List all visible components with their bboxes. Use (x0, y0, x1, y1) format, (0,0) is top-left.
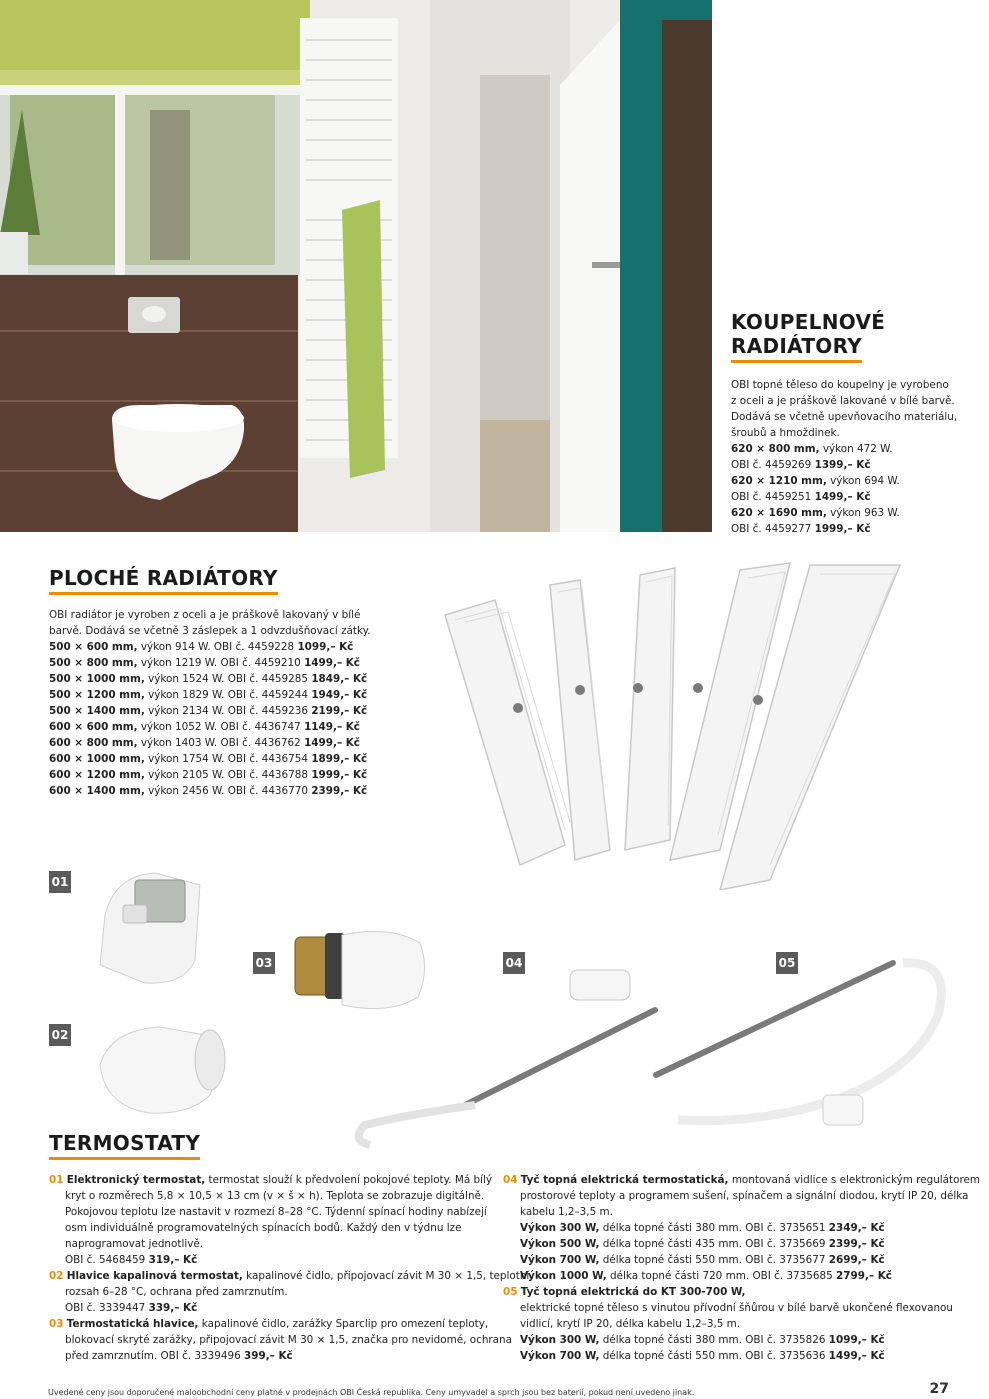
bathroom-radiators-section (731, 310, 976, 537)
item-04-variant: Výkon 700 W, délka topné části 550 mm. OBI č. 3735677 2699,– Kč (520, 1254, 885, 1266)
bathroom-radiators-text (731, 377, 976, 537)
flat-radiators-section (49, 566, 429, 799)
item-02-first-line: 02 Hlavice kapalinová termostat, kapalinové čidlo, připojovací závit M 30 × 1,5, teplotní (49, 1270, 530, 1282)
flat-item: 500 × 1200 mm, výkon 1829 W. OBI č. 4459244 1949,– Kč (49, 689, 368, 701)
badge-02: 02 (49, 1024, 71, 1046)
item-01-price: OBI č. 5468459 319,– Kč (65, 1254, 198, 1266)
flat-item: 500 × 1000 mm, výkon 1524 W. OBI č. 4459285 1849,– Kč (49, 673, 368, 685)
flat-item: 600 × 800 mm, výkon 1403 W. OBI č. 4436762 1499,– Kč (49, 737, 360, 749)
bathroom-item-price-line: OBI č. 4459251 1499,– Kč (731, 491, 871, 503)
heating-rod-thermostatic-image (345, 965, 665, 1150)
item-01-line: kryt o rozměrech 5,8 × 10,5 × 13 cm (v × š × h). Teplota se zobrazuje digitálně. (65, 1190, 485, 1202)
bathroom-title-line1: KOUPELNOVÉ (731, 310, 886, 334)
item-02-price: OBI č. 3339447 339,– Kč (65, 1302, 198, 1314)
flat-item: 500 × 1400 mm, výkon 2134 W. OBI č. 4459236 2199,– Kč (49, 705, 368, 717)
liquid-thermostat-head-image (90, 1015, 230, 1120)
badge-05: 05 (776, 952, 798, 974)
item-03-first-line: 03 Termostatická hlavice, kapalinové čidlo, zarážky Sparclip pro omezení teploty, (49, 1318, 489, 1330)
bathroom-item-size-line: 620 × 800 mm, výkon 472 W. (731, 443, 893, 455)
item-05-line: vidlicí, krytí IP 20, délka kabelu 1,2–3,5 m. (520, 1318, 741, 1330)
thermostats-left-column (49, 1172, 530, 1364)
item-04-line: prostorové teploty a programem sušení, spínačem a signální diodou, krytí IP 20, délka (520, 1190, 969, 1202)
bathroom-desc-line: Dodává se včetně upevňovacího materiálu, (731, 411, 958, 423)
bathroom-item-price-line: OBI č. 4459269 1399,– Kč (731, 459, 871, 471)
thermostats-section-title (49, 1131, 200, 1160)
item-04-variant: Výkon 500 W, délka topné části 435 mm. OBI č. 3735669 2399,– Kč (520, 1238, 885, 1250)
thermostats-title: TERMOSTATY (49, 1131, 200, 1160)
footer-price-note: Uvedené ceny jsou doporučené maloobchodní ceny platné v prodejnách OBI Česká republika. Ceny umyvadel a sprch jsou bez baterií, pokud není uvedeno jinak. (48, 1388, 695, 1397)
electronic-thermostat-image (95, 865, 210, 990)
badge-03: 03 (253, 952, 275, 974)
item-04-line: kabelu 1,2–3,5 m. (520, 1206, 613, 1218)
flat-item: 600 × 1000 mm, výkon 1754 W. OBI č. 4436754 1899,– Kč (49, 753, 368, 765)
flat-item: 600 × 1400 mm, výkon 2456 W. OBI č. 4436770 2399,– Kč (49, 785, 368, 797)
page-number: 27 (929, 1381, 949, 1397)
flat-desc-line: barvě. Dodává se včetně 3 záslepek a 1 odvzdušňovací zátky. (49, 625, 371, 637)
badge-01: 01 (49, 871, 71, 893)
bathroom-item-price-line: OBI č. 4459277 1999,– Kč (731, 523, 871, 535)
badge-04: 04 (503, 952, 525, 974)
item-01-line: osm individuálně programovatelných spínacích bodů. Každý den v týdnu lze (65, 1222, 462, 1234)
item-03-price: před zamrznutím. OBI č. 3339496 399,– Kč (65, 1350, 293, 1362)
bathroom-photo (0, 0, 712, 532)
thermostats-right-column (503, 1172, 981, 1364)
item-05-variant: Výkon 300 W, délka topné části 380 mm. OBI č. 3735826 1099,– Kč (520, 1334, 885, 1346)
bathroom-title-line2: RADIÁTORY (731, 334, 862, 363)
flat-radiators-text (49, 607, 429, 799)
item-05-line: elektrické topné těleso s vinutou přívodní šňůrou v bílé barvě ukončené flexovanou (520, 1302, 953, 1314)
bathroom-desc-line: z oceli a je práškově lakované v bílé barvě. (731, 395, 955, 407)
item-04-variant: Výkon 300 W, délka topné části 380 mm. OBI č. 3735651 2349,– Kč (520, 1222, 885, 1234)
item-04-variant: Výkon 1000 W, délka topné části 720 mm. OBI č. 3735685 2799,– Kč (520, 1270, 892, 1282)
bathroom-desc-line: OBI topné těleso do koupelny je vyrobeno (731, 379, 949, 391)
bathroom-desc-line: šroubů a hmoždinek. (731, 427, 840, 439)
item-01-line: naprogramovat jednotlivě. (65, 1238, 204, 1250)
item-01-first-line: 01 Elektronický termostat, termostat slouží k předvolení pokojové teploty. Má bílý (49, 1174, 493, 1186)
bathroom-item-size-line: 620 × 1210 mm, výkon 694 W. (731, 475, 900, 487)
heating-rod-image (648, 955, 958, 1135)
flat-item: 500 × 600 mm, výkon 914 W. OBI č. 4459228 1099,– Kč (49, 641, 354, 653)
flat-item: 600 × 600 mm, výkon 1052 W. OBI č. 4436747 1149,– Kč (49, 721, 360, 733)
item-02-line: rozsah 6–28 °C, ochrana před zamrznutím. (65, 1286, 288, 1298)
item-05-variant: Výkon 700 W, délka topné části 550 mm. OBI č. 3735636 1499,– Kč (520, 1350, 885, 1362)
flat-item: 500 × 800 mm, výkon 1219 W. OBI č. 4459210 1499,– Kč (49, 657, 360, 669)
item-03-line: blokovací skryté zarážky, připojovací závit M 30 × 1,5, značka pro nevidomé, ochrana (65, 1334, 512, 1346)
flat-item: 600 × 1200 mm, výkon 2105 W. OBI č. 4436788 1999,– Kč (49, 769, 368, 781)
item-01-line: Pokojovou teplotu lze nastavit v rozmezí 8–28 °C. Týdenní spínací hodiny nabízejí (65, 1206, 487, 1218)
flat-desc-line: OBI radiátor je vyroben z oceli a je práškově lakovaný v bílé (49, 609, 361, 621)
item-04-first-line: 04 Tyč topná elektrická termostatická, montovaná vidlice s elektronickým regulátorem (503, 1174, 981, 1186)
bathroom-radiators-title (731, 310, 976, 363)
bathroom-item-size-line: 620 × 1690 mm, výkon 963 W. (731, 507, 900, 519)
item-05-first-line: 05 Tyč topná elektrická do KT 300-700 W, (503, 1286, 746, 1298)
flat-radiators-image (440, 560, 910, 890)
flat-radiators-title: PLOCHÉ RADIÁTORY (49, 566, 278, 595)
